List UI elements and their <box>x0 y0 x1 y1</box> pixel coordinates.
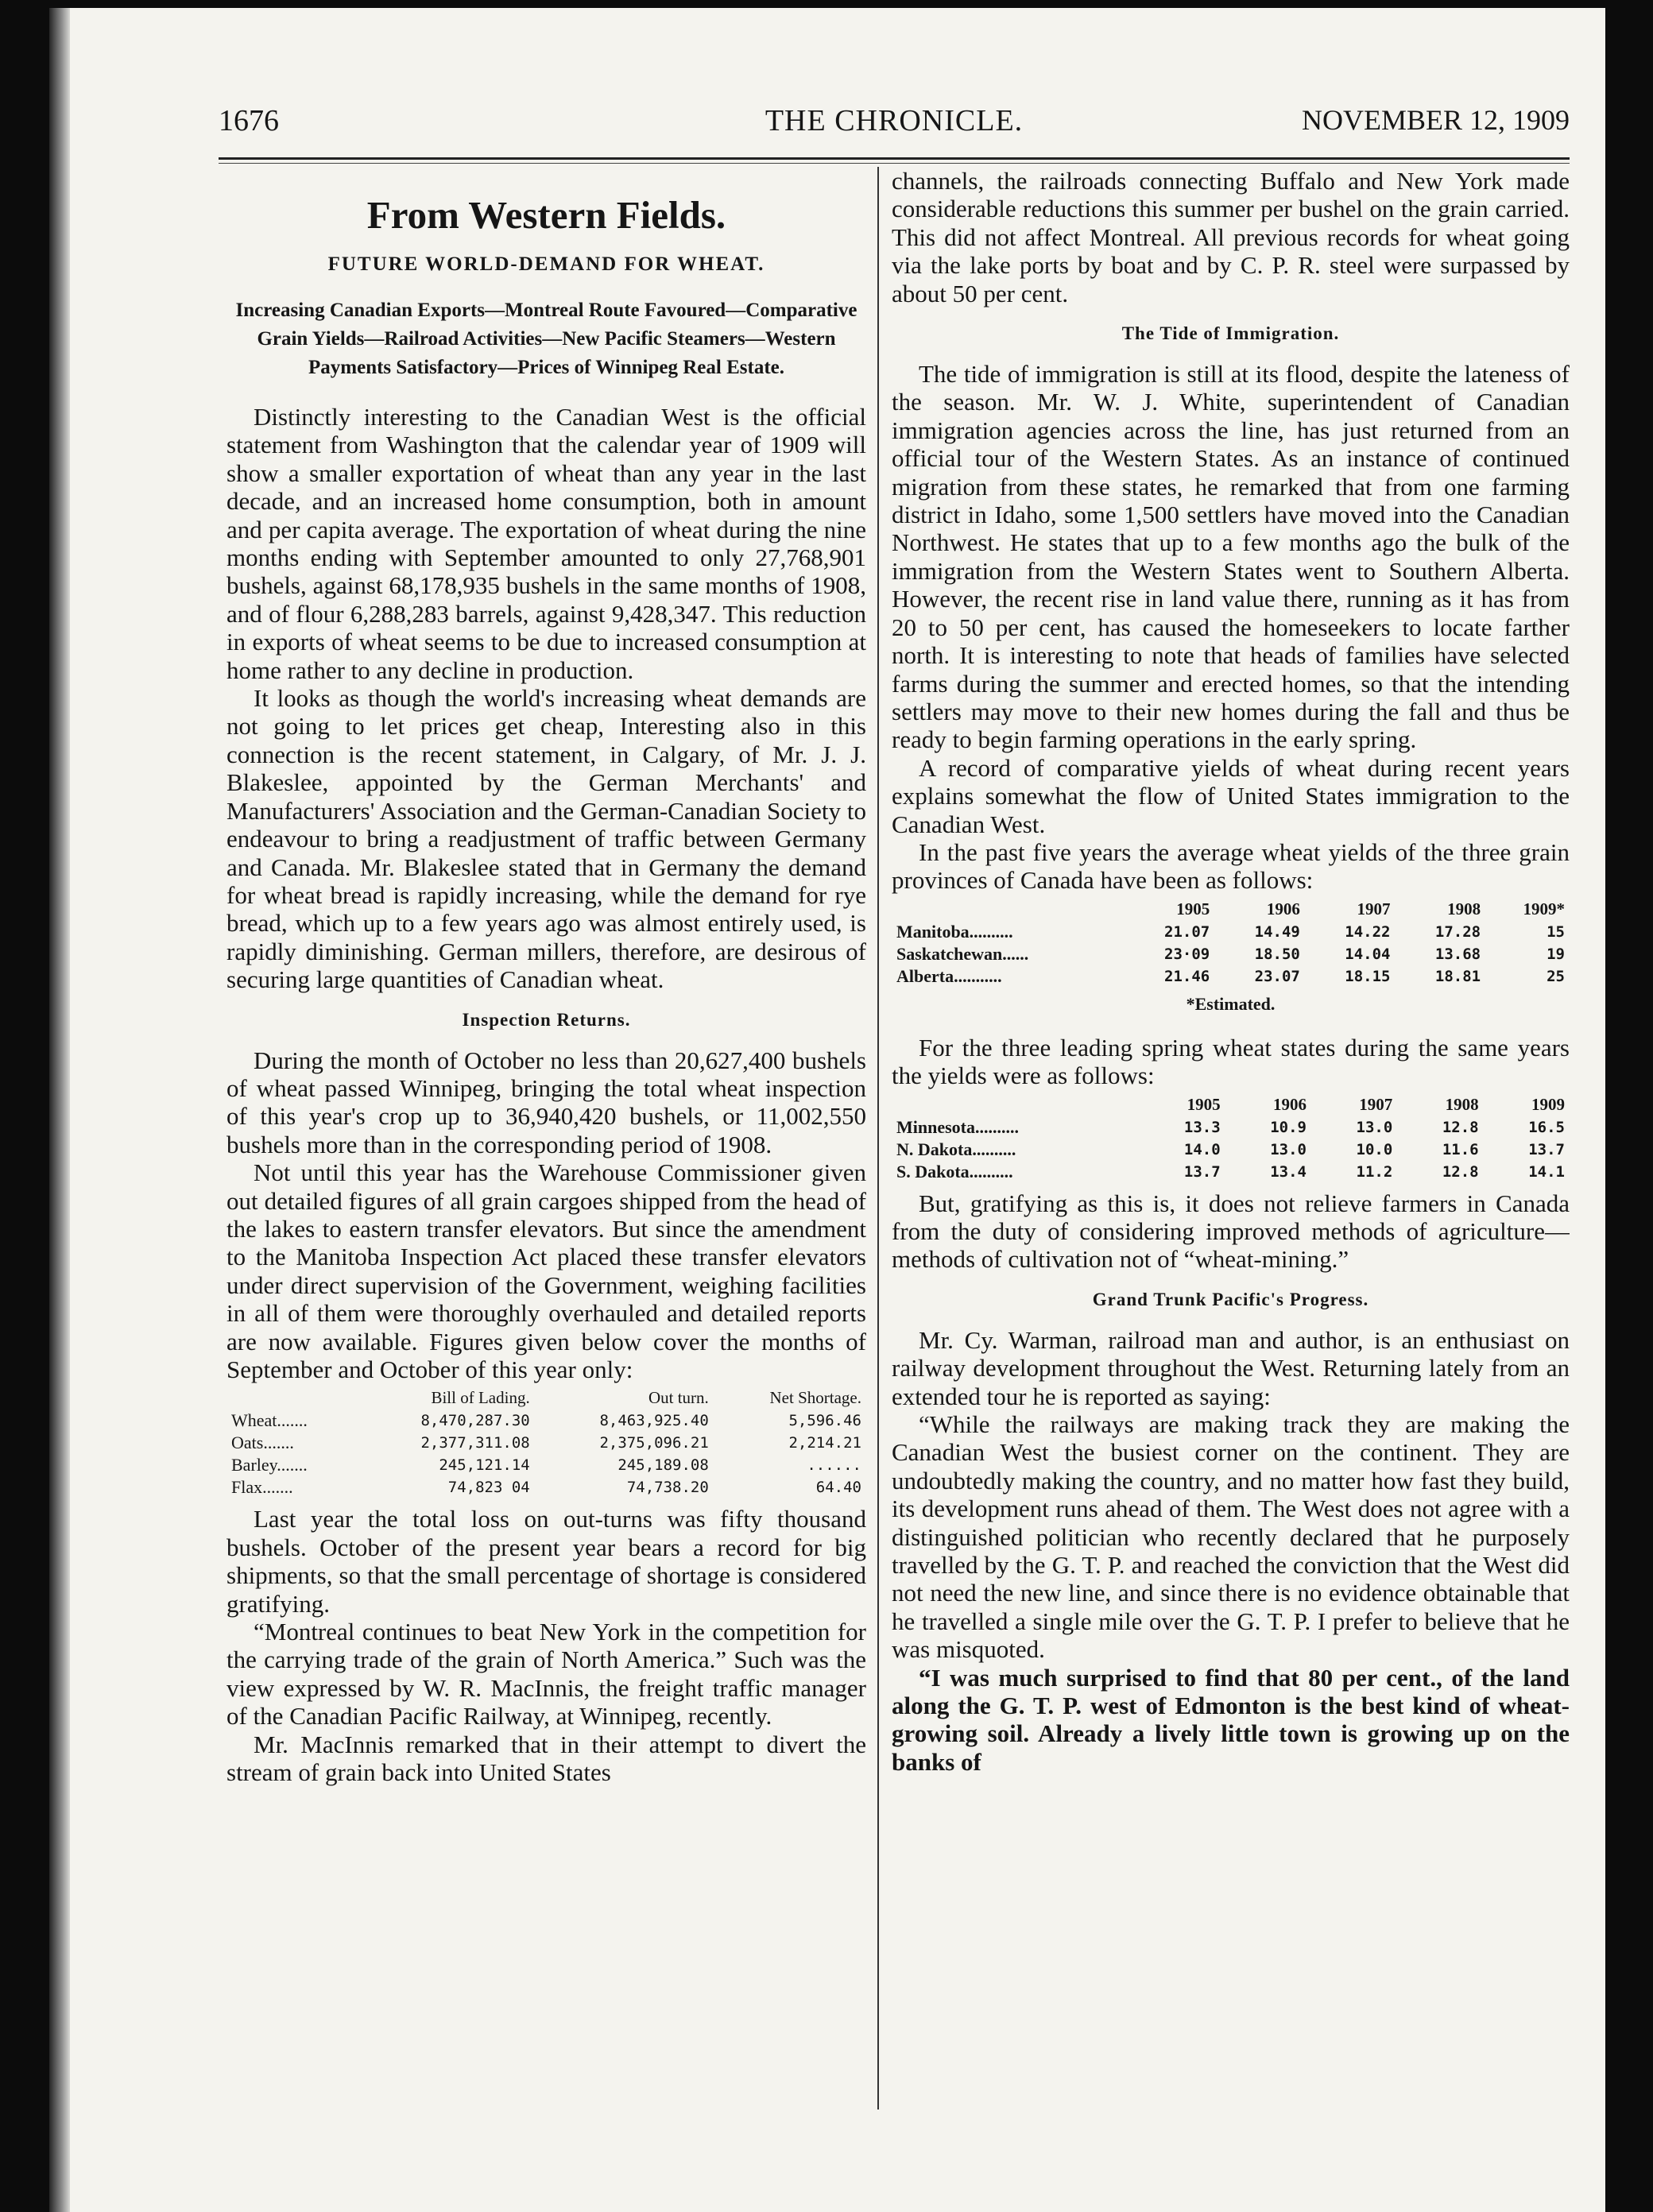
table-header-cell: 1907 <box>1357 899 1391 918</box>
right-column <box>892 167 1570 2106</box>
paragraph: “While the railways are making track they are making the Canadian West the busiest corner on the continent. They are undoubtedly making the country, and no matter how fast they build, its development runs ahead of them. The West does not agree with a distinguished politician who recently declared that he purposely travelled by the G. T. P. and reached the conviction that the West did not need the new line, and since there is no evidence obtainable that he travelled a single mile over the G. T. P. I prefer to believe that he was misquoted. <box>892 1410 1570 1664</box>
publication-title: THE CHRONICLE. <box>765 104 1024 137</box>
section-heading-inspection: Inspection Returns. <box>462 1009 631 1030</box>
table-header-cell <box>892 899 1125 921</box>
paragraph: Not until this year has the Warehouse Commissioner given out detailed figures of all grain cargoes shipped from the head of the lakes to eastern transfer elevators. But since the amendment to the Manitoba Inspection Act placed these transfer elevators under direct supervision of the Government, weighing facilities in all of them were thoroughly overhauled and detailed reports are now available. Figures given below cover the months of September and October of this year only: <box>226 1158 866 1383</box>
left-column <box>226 167 866 2106</box>
us-yields-table <box>892 1095 1570 1183</box>
table-cell: 12.8 <box>1442 1162 1479 1181</box>
grain-shipments-table <box>226 1388 866 1499</box>
table-row <box>226 1410 866 1432</box>
table-header-cell: 1906 <box>1266 899 1300 918</box>
paragraph: The tide of immigration is still at its flood, despite the lateness of the season. Mr. W. J. White, superintendent of Canadian immigration agencies across the line, has just returned from an official tour of the Western States. As an instance of continued migration from these states, he remarked that from one farming district in Idaho, some 1,500 settlers have moved into the Canadian Northwest. He states that up to a few months ago the bulk of the immigration from the Western States went to Southern Alberta. However, the recent rise in land value there, running as it has from 20 to 50 per cent, has caused the homeseekers to locate farther north. It is interesting to note that heads of families have selected farms during the summer and erected homes, so that the intending settlers may move to their new homes during the fall and thus be ready to begin farming operations in the early spring. <box>892 360 1570 754</box>
table-cell: 8,463,925.40 <box>599 1412 709 1430</box>
header-rule-thin <box>219 163 1570 164</box>
table-header-cell: 1905 <box>1187 1094 1221 1114</box>
paragraph: For the three leading spring wheat states during the same years the yields were as follows: <box>892 1033 1570 1090</box>
table-header-cell: Bill of Lading. <box>431 1388 530 1408</box>
table-header-cell: Net Shortage. <box>769 1388 861 1408</box>
table-cell: 5,596.46 <box>788 1412 861 1430</box>
table-cell: Barley....... <box>231 1455 308 1475</box>
table-cell: 74,823 04 <box>447 1479 530 1497</box>
paragraph: But, gratifying as this is, it does not relieve farmers in Canada from the duty of considering improved methods of agriculture—methods of cultivation not of “wheat-mining.” <box>892 1189 1570 1274</box>
paragraph: “Montreal continues to beat New York in the competition for the carrying trade of the grain of North America.” Such was the view expressed by W. R. MacInnis, the freight traffic manager of the Canadian Pacific Railway, at Winnipeg, recently. <box>226 1618 866 1731</box>
table-cell: 18.81 <box>1434 967 1481 985</box>
table-cell: Minnesota.......... <box>896 1116 1019 1137</box>
table-header-cell: 1907 <box>1359 1094 1393 1114</box>
paragraph: In the past five years the average wheat yields of the three grain provinces of Canada have been as follows: <box>892 837 1570 895</box>
article-subheading: FUTURE WORLD-DEMAND FOR WHEAT. <box>327 253 765 275</box>
table-cell: 13.3 <box>1183 1118 1221 1136</box>
table-header-cell: 1906 <box>1272 1094 1307 1114</box>
table-cell: Alberta........... <box>896 965 1002 986</box>
table-row <box>892 965 1570 988</box>
table-row <box>892 1139 1570 1161</box>
table-cell: 64.40 <box>815 1479 861 1497</box>
table-cell: 19 <box>1547 945 1565 963</box>
table-cell: 14.0 <box>1183 1140 1221 1158</box>
table-footnote: *Estimated. <box>1186 993 1276 1014</box>
table-cell: 2,214.21 <box>788 1434 861 1452</box>
table-cell: S. Dakota.......... <box>896 1161 1013 1181</box>
page-number: 1676 <box>219 104 279 137</box>
table-cell: 23·09 <box>1164 945 1210 963</box>
table-cell: 25 <box>1547 967 1565 985</box>
table-cell: 12.8 <box>1442 1118 1479 1136</box>
table-cell: Flax....... <box>231 1477 293 1498</box>
newspaper-page <box>49 8 1605 2212</box>
canada-yields-table <box>892 899 1570 988</box>
table-header-cell: 1908 <box>1445 1094 1479 1114</box>
paragraph: “I was much surprised to find that 80 per cent., of the land along the G. T. P. west of Edmonton is the best kind of wheat-growing soil. Already a lively little town is growing up on the banks of <box>892 1663 1570 1776</box>
column-divider <box>877 167 879 2110</box>
table-row <box>892 1161 1570 1183</box>
paragraph: Distinctly interesting to the Canadian West is the official statement from Washington that the calendar year of 1909 will show a smaller exportation of wheat than any year in the last decade, and an increased home consumption, both in amount and per capita average. The exportation of wheat during the nine months ending with September amounted to only 27,768,901 bushels, against 68,178,935 bushels in the same months of 1908, and of flour 6,288,283 barrels, against 9,428,347. This reduction in exports of wheat seems to be due to increased consumption at home rather to any decline in production. <box>226 403 866 684</box>
paragraph: During the month of October no less than 20,627,400 bushels of wheat passed Winnipeg, bringing the total wheat inspection of this year's crop up to 36,940,420 bushels, or 11,002,550 bushels more than in the corresponding period of 1908. <box>226 1046 866 1158</box>
table-cell: 245,189.08 <box>617 1456 709 1475</box>
section-heading-gtp: Grand Trunk Pacific's Progress. <box>1092 1289 1369 1309</box>
table-header-cell: Out turn. <box>648 1388 709 1408</box>
table-cell: 14.04 <box>1345 945 1391 963</box>
paragraph: Mr. MacInnis remarked that in their attempt to divert the stream of grain back into United States <box>226 1730 866 1787</box>
table-cell: 245,121.14 <box>439 1456 530 1475</box>
table-cell: 18.50 <box>1254 945 1300 963</box>
article-deck: Increasing Canadian Exports—Montreal Route Favoured—Comparative Grain Yields—Railroad Activities—New Pacific Steamers—Western Payments Satisfactory—Prices of Winnipeg Real Estate. <box>235 300 857 378</box>
table-cell: 14.49 <box>1254 922 1300 941</box>
table-cell: 11.6 <box>1442 1140 1479 1158</box>
table-cell: 10.9 <box>1270 1118 1307 1136</box>
table-row <box>892 943 1570 965</box>
table-cell: 13.0 <box>1270 1140 1307 1158</box>
paragraph: Mr. Cy. Warman, railroad man and author, is an enthusiast on railway development throughout the West. Returning lately from an extended tour he is reported as saying: <box>892 1325 1570 1410</box>
table-cell: 2,375,096.21 <box>599 1434 709 1452</box>
header-rule <box>219 157 1570 160</box>
section-heading-immigration: The Tide of Immigration. <box>1121 323 1340 344</box>
table-cell: 13.0 <box>1356 1118 1393 1136</box>
table-cell: 14.1 <box>1528 1162 1565 1181</box>
table-cell: 2,377,311.08 <box>420 1434 530 1452</box>
table-header-cell: 1909* <box>1523 899 1565 918</box>
table-cell: 21.46 <box>1164 967 1210 985</box>
table-cell: 18.15 <box>1345 967 1391 985</box>
table-row <box>226 1476 866 1499</box>
table-header-cell: 1905 <box>1176 899 1210 918</box>
table-header-cell: 1908 <box>1447 899 1481 918</box>
table-header-cell <box>226 1388 356 1410</box>
issue-date: NOVEMBER 12, 1909 <box>1301 104 1570 136</box>
article-headline: From Western Fields. <box>366 193 726 237</box>
table-row <box>226 1454 866 1476</box>
table-row <box>226 1432 866 1454</box>
table-header-cell <box>892 1095 1139 1116</box>
table-cell: 23.07 <box>1254 967 1300 985</box>
table-cell: 11.2 <box>1356 1162 1393 1181</box>
table-cell: N. Dakota.......... <box>896 1139 1016 1159</box>
paragraph: channels, the railroads connecting Buffalo and New York made considerable reductions this summer per bushel on the grain carried. This did not affect Montreal. All previous records for wheat going via the lake ports by boat and by C. P. R. steel were surpassed by about 50 per cent. <box>892 167 1570 307</box>
table-cell: 13.4 <box>1270 1162 1307 1181</box>
table-row <box>892 921 1570 943</box>
table-row <box>892 1116 1570 1139</box>
table-cell: Manitoba.......... <box>896 921 1013 942</box>
table-cell: 13.7 <box>1183 1162 1221 1181</box>
running-head <box>219 103 1570 151</box>
table-cell: 8,470,287.30 <box>420 1412 530 1430</box>
table-cell: 74,738.20 <box>626 1479 709 1497</box>
table-cell: Wheat....... <box>231 1410 308 1431</box>
table-cell: 13.68 <box>1434 945 1481 963</box>
paragraph: Last year the total loss on out-turns was fifty thousand bushels. October of the present year bears a record for big shipments, so that the small percentage of shortage is considered gratifying. <box>226 1505 866 1618</box>
table-cell: 16.5 <box>1528 1118 1565 1136</box>
table-cell: Oats....... <box>231 1433 294 1453</box>
paragraph: A record of comparative yields of wheat during recent years explains somewhat the flow of United States immigration to the Canadian West. <box>892 753 1570 838</box>
table-cell: ...... <box>807 1456 861 1475</box>
table-cell: 21.07 <box>1164 922 1210 941</box>
table-cell: Saskatchewan...... <box>896 943 1029 964</box>
table-cell: 13.7 <box>1528 1140 1565 1158</box>
table-cell: 17.28 <box>1434 922 1481 941</box>
table-cell: 10.0 <box>1356 1140 1393 1158</box>
table-cell: 14.22 <box>1345 922 1391 941</box>
paragraph: It looks as though the world's increasing wheat demands are not going to let prices get cheap, Interesting also in this connection is the recent statement, in Calgary, of Mr. J. J. Blakeslee, appointed by the German Merchants' and Manufacturers' Association and the German-Canadian Society to endeavour to bring a readjustment of traffic between Germany and Canada. Mr. Blakeslee stated that in Germany the demand for wheat bread is rapidly increasing, while the demand for rye bread, which up to a few years ago was almost entirely used, is rapidly diminishing. German millers, therefore, are desirous of securing large quantities of Canadian wheat. <box>226 684 866 994</box>
table-cell: 15 <box>1547 922 1565 941</box>
table-header-cell: 1909 <box>1531 1094 1565 1114</box>
binding-gutter <box>49 8 70 2212</box>
